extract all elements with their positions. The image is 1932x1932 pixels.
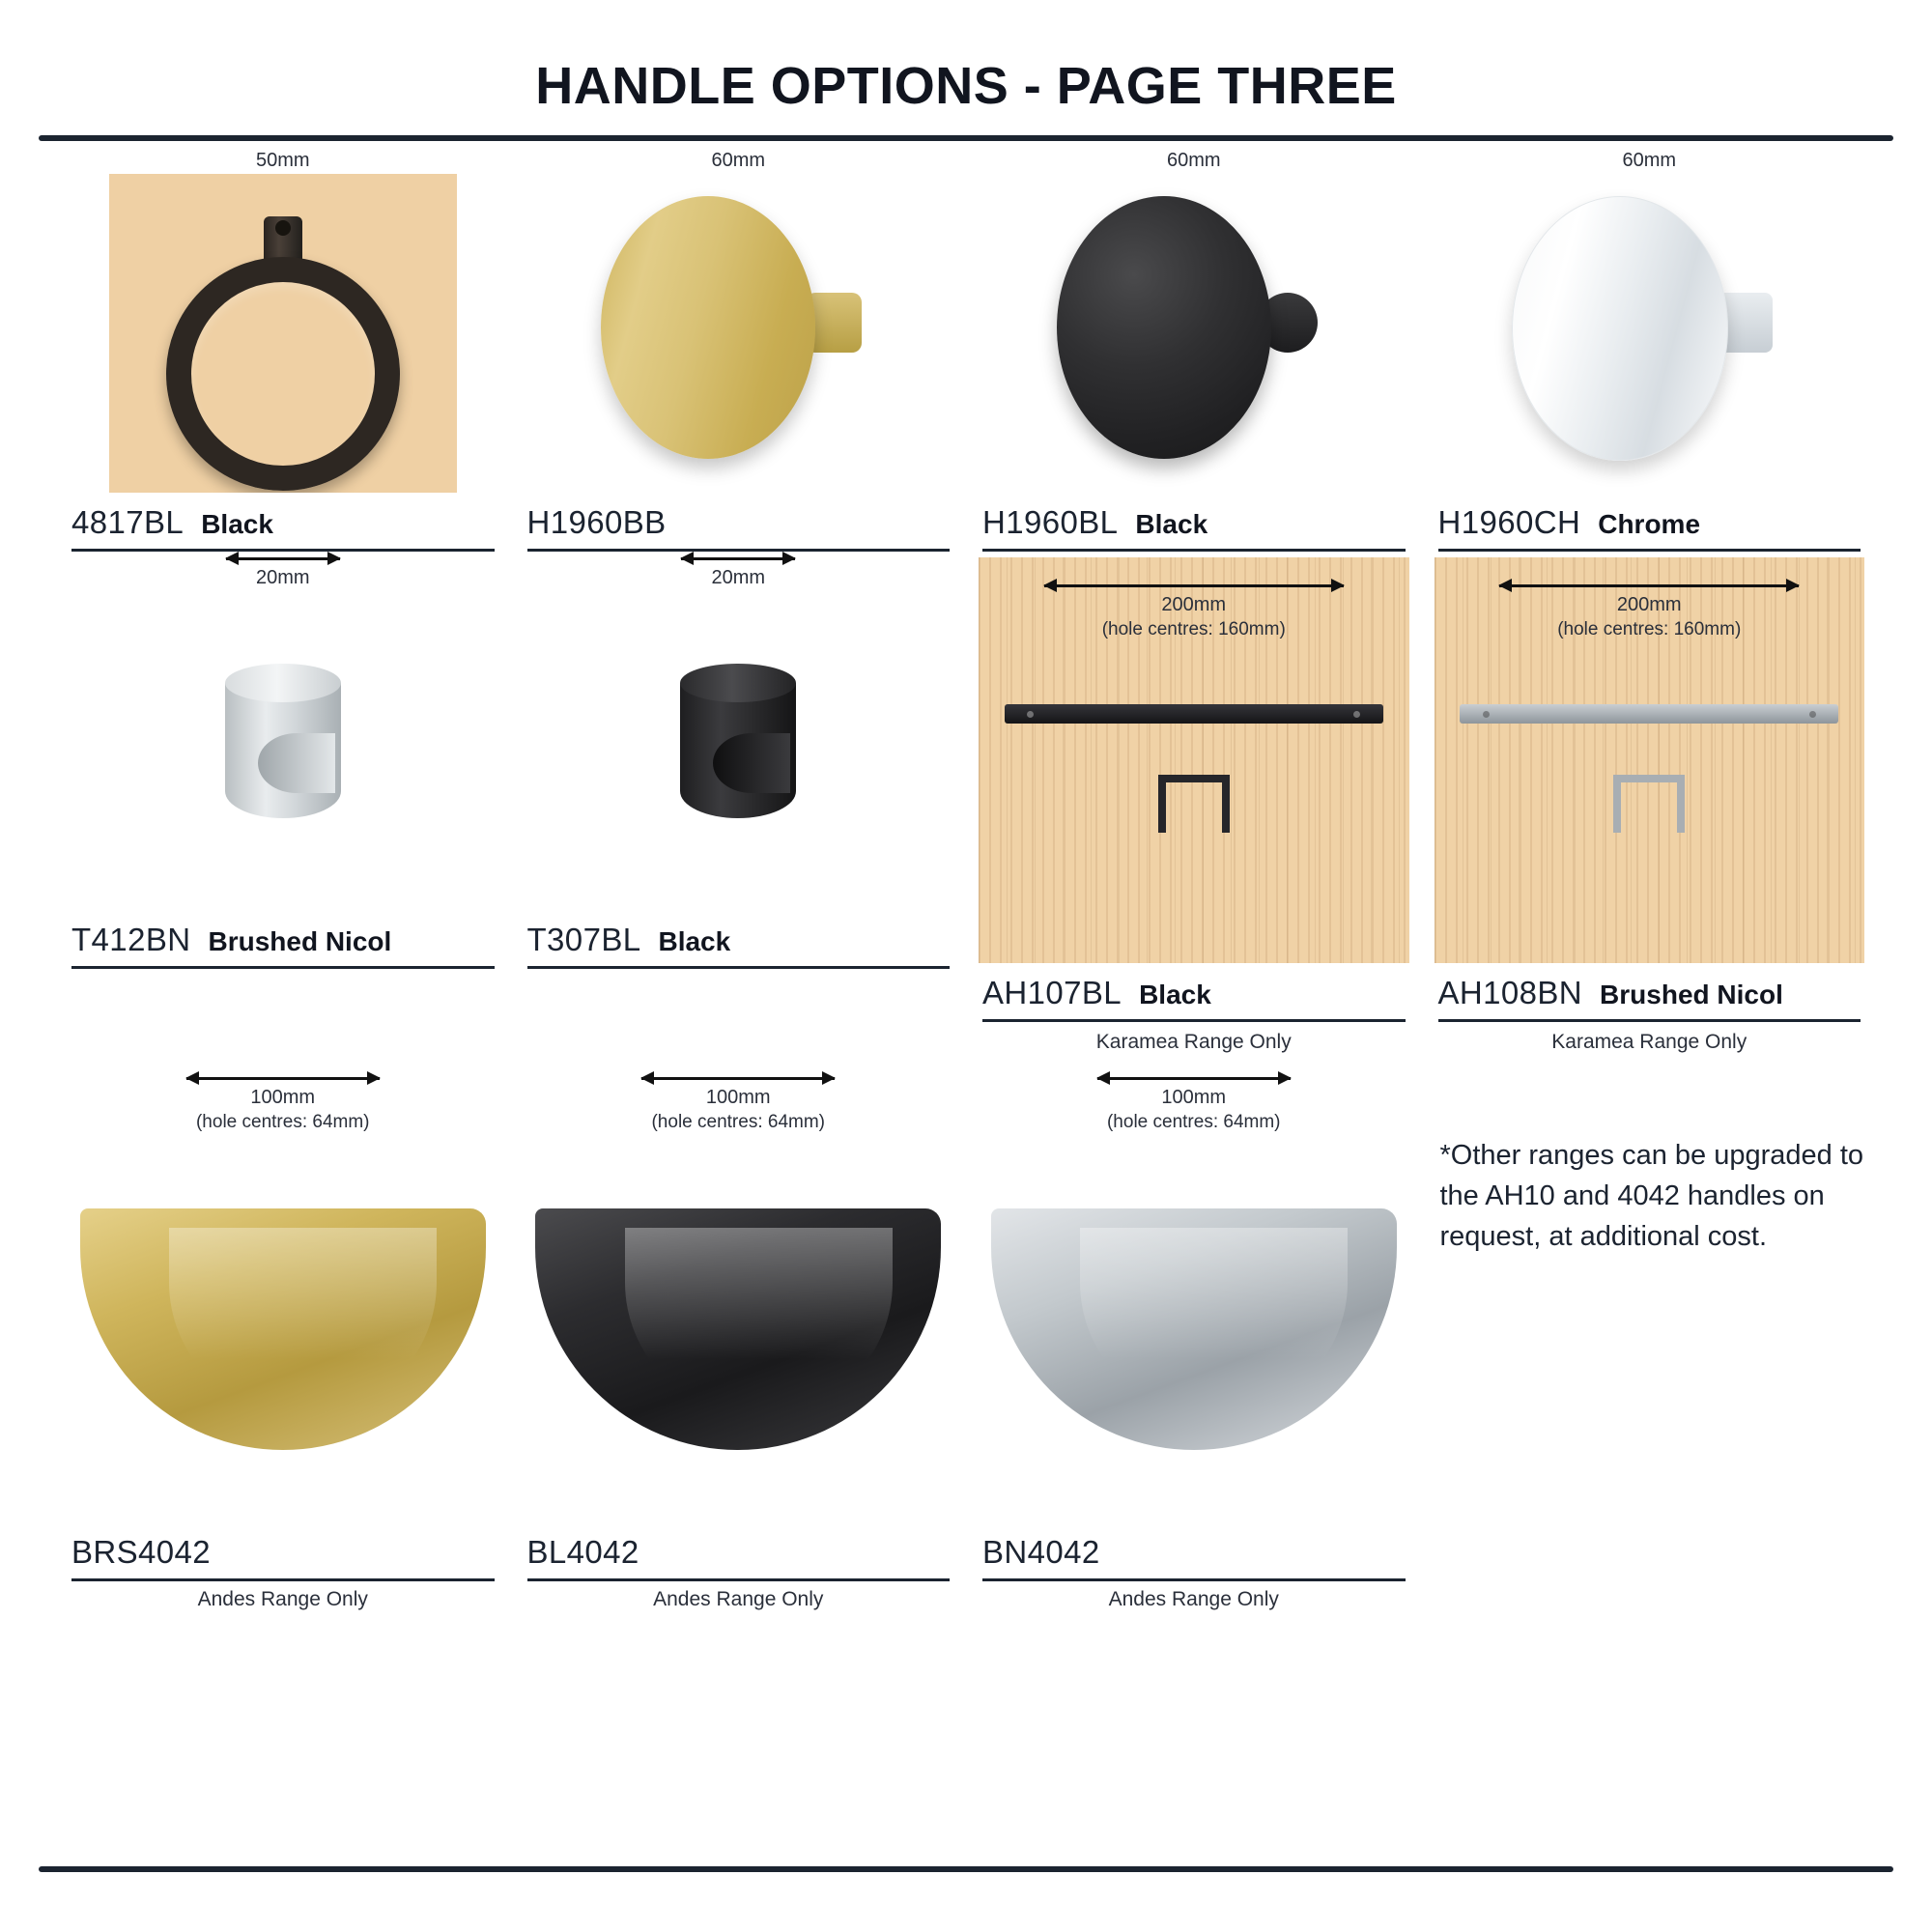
product-code: BN4042 [982, 1534, 1100, 1570]
product-card-t412bn[interactable] [68, 557, 498, 1054]
cylinder-top-shape [680, 664, 796, 702]
product-label [1435, 963, 1865, 1019]
product-note: Andes Range Only [653, 1588, 824, 1610]
dimension-label: 100mm [705, 1087, 771, 1108]
dimension-label: 50mm [255, 150, 310, 171]
product-row-1 [68, 141, 1864, 552]
product-label [1435, 493, 1865, 549]
product-label [68, 910, 498, 966]
product-label [524, 493, 954, 549]
product-image-brushed-bar-handle-on-wood [1435, 557, 1865, 963]
dimension-label: 20mm [711, 567, 766, 588]
bracket-shape [1613, 775, 1685, 833]
dimension-label: 100mm [1161, 1087, 1227, 1108]
dimension-arrow [979, 1077, 1409, 1080]
product-card-bn4042[interactable] [979, 1077, 1409, 1611]
product-image-brass-disc-knob [524, 174, 954, 493]
product-finish: Brushed Nicol [1600, 980, 1783, 1009]
product-code: AH108BN [1437, 975, 1583, 1010]
dimension-sublabel: (hole centres: 64mm) [1106, 1112, 1281, 1132]
product-code: T412BN [71, 922, 191, 957]
knob-disc-shape [1057, 196, 1271, 459]
dimension-label: 200mm [1161, 594, 1227, 615]
product-label [524, 1522, 954, 1578]
product-image-brass-wing-handle [68, 1136, 498, 1522]
product-row-2 [68, 557, 1864, 1054]
product-code: 4817BL [71, 504, 185, 540]
knob-disc-shape [1512, 196, 1728, 461]
dimension-arrow [1435, 557, 1865, 587]
product-card-t307bl[interactable] [524, 557, 954, 1054]
product-row-3 [68, 1077, 1864, 1611]
label-underline [982, 549, 1406, 552]
product-finish: Black [1135, 509, 1208, 539]
knob-disc-shape [601, 196, 815, 459]
dimension-arrow [68, 1077, 498, 1080]
product-image-chrome-disc-knob [1435, 174, 1865, 493]
footnote-text: *Other ranges can be upgraded to the AH10 and 4042 handles on request, at additional cost. [1439, 1140, 1864, 1253]
dimension-sublabel: (hole centres: 160mm) [1101, 619, 1286, 639]
product-finish: Chrome [1598, 509, 1701, 539]
product-label [979, 1522, 1409, 1578]
bar-handle-shape [1005, 704, 1383, 724]
product-card-4817bl[interactable] [68, 141, 498, 552]
product-image-silver-cylinder-knob [68, 591, 498, 910]
dimension-arrow [524, 1077, 954, 1080]
product-card-h1960bl[interactable] [979, 141, 1409, 552]
product-image-ring-pull-on-wood [68, 174, 498, 493]
product-image-brushed-nickel-wing-handle [979, 1136, 1409, 1522]
product-card-h1960bb[interactable] [524, 141, 954, 552]
dimension-label: 60mm [711, 150, 766, 171]
label-underline [71, 549, 495, 552]
product-card-ah107bl[interactable] [979, 557, 1409, 1054]
bar-handle-shape [1460, 704, 1838, 724]
product-label [68, 493, 498, 549]
dimension-arrow [524, 557, 954, 560]
product-card-ah108bn[interactable] [1435, 557, 1865, 1054]
product-code: H1960BL [982, 504, 1119, 540]
product-finish: Black [1139, 980, 1211, 1009]
dimension-label: 20mm [255, 567, 310, 588]
product-note: Karamea Range Only [1551, 1031, 1747, 1053]
product-finish: Black [658, 926, 731, 956]
dimension-label: 100mm [250, 1087, 316, 1108]
bottom-divider [39, 1866, 1893, 1872]
footnote-cell [1435, 1077, 1865, 1611]
dimension-sublabel: (hole centres: 64mm) [195, 1112, 370, 1132]
product-card-brs4042[interactable] [68, 1077, 498, 1611]
product-note [524, 969, 954, 978]
product-label [979, 493, 1409, 549]
dimension-label: 60mm [1166, 150, 1221, 171]
product-finish: Brushed Nicol [208, 926, 392, 956]
product-image-black-cylinder-knob [524, 591, 954, 910]
dimension-sublabel: (hole centres: 64mm) [651, 1112, 825, 1132]
ring-icon [166, 257, 400, 491]
product-code: BL4042 [526, 1534, 639, 1570]
cylinder-notch-shape [713, 733, 790, 793]
dimension-arrow [68, 557, 498, 560]
label-underline [527, 549, 951, 552]
cylinder-notch-shape [258, 733, 335, 793]
product-note: Andes Range Only [197, 1588, 368, 1610]
product-code: T307BL [526, 922, 641, 957]
product-note: Karamea Range Only [1095, 1031, 1292, 1053]
dimension-label: 60mm [1622, 150, 1677, 171]
product-note [68, 969, 498, 978]
product-image-black-bar-handle-on-wood [979, 557, 1409, 963]
product-finish: Black [201, 509, 273, 539]
product-note: Andes Range Only [1108, 1588, 1279, 1610]
cylinder-top-shape [225, 664, 341, 702]
product-label [979, 963, 1409, 1019]
product-card-bl4042[interactable] [524, 1077, 954, 1611]
product-code: AH107BL [982, 975, 1122, 1010]
bracket-shape [1158, 775, 1230, 833]
dimension-label: 200mm [1616, 594, 1682, 615]
product-label [68, 1522, 498, 1578]
dimension-arrow [979, 557, 1409, 587]
product-card-h1960ch[interactable] [1435, 141, 1865, 552]
label-underline [1438, 549, 1861, 552]
product-image-black-disc-knob [979, 174, 1409, 493]
product-image-black-wing-handle [524, 1136, 954, 1522]
product-code: BRS4042 [71, 1534, 212, 1570]
product-code: H1960BB [526, 504, 667, 540]
dimension-sublabel: (hole centres: 160mm) [1557, 619, 1742, 639]
product-label [524, 910, 954, 966]
product-code: H1960CH [1437, 504, 1581, 540]
page-title: HANDLE OPTIONS - PAGE THREE [535, 57, 1397, 115]
